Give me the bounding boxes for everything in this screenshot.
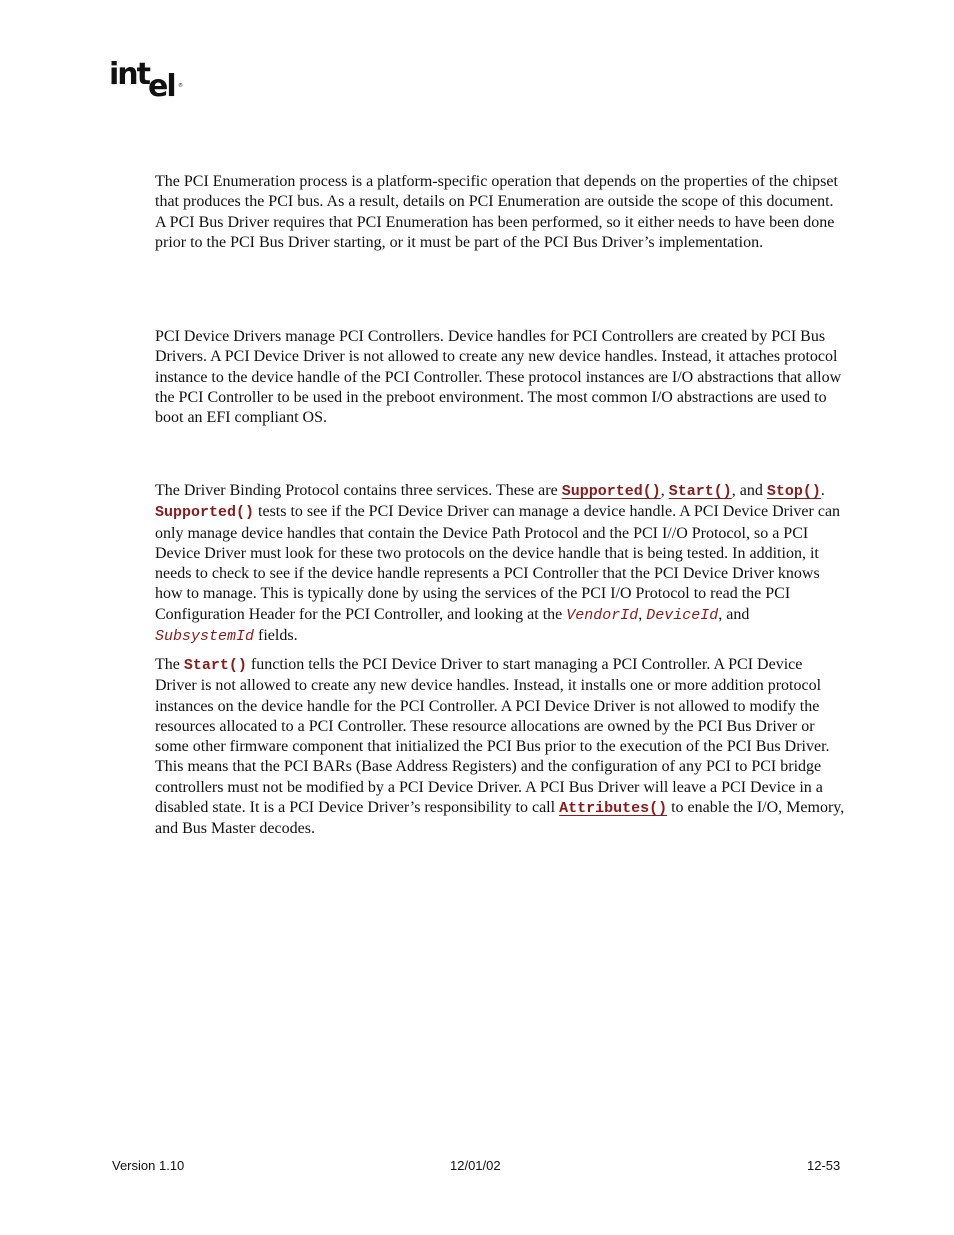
text-run: , [660, 482, 669, 499]
supported-link[interactable]: Supported() [561, 483, 661, 500]
paragraph-pci-enumeration: The PCI Enumeration process is a platform-specific operation that depends on the properties of the chipset that produces the PCI bus. As a result, details on PCI Enumeration are outside the scope of this document. A PCI Bus Driver requires that PCI Enumeration has been performed, so it either needs to have been done prior to the PCI Bus Driver starting, or it must be part of the PCI Bus Driver’s implementation. [155, 173, 838, 251]
text-run: . [820, 482, 825, 499]
deviceid-field: DeviceId [646, 606, 719, 624]
text-run: , [638, 605, 647, 623]
footer-date: 12/01/02 [450, 1158, 501, 1173]
paragraph-pci-device-drivers: PCI Device Drivers manage PCI Controllers. Device handles for PCI Controllers are created by PCI Bus Drivers. A PCI Device Driver is not allowed to create any new device handles. Instead, it attaches protocol instance to the device handle of the PCI Controller. These protocol instances are I/O abstractions that allow the PCI Controller to be used in the preboot environment. The most common I/O abstractions are used to boot an EFI compliant OS. [155, 328, 842, 427]
vendorid-field: VendorId [566, 606, 639, 624]
stop-link[interactable]: Stop() [766, 483, 821, 500]
text-run: tests to see if the PCI Device Driver can manage a device handle. A PCI Device Driver can only manage device handles that contain the Device Path Protocol and the PCI I//O Protocol, so a PCI Device Driver must look for these two protocols on the device handle that is being tested. In addition, it needs to check to see if the device handle represents a PCI Controller that the PCI Device Driver knows how to manage. This is typically done by using the services of the PCI I/O Protocol to read the PCI Configuration Header for the PCI Controller, and looking at the [155, 503, 841, 623]
subsystemid-field: SubsystemId [155, 628, 255, 646]
text-run: , and [731, 482, 767, 499]
start-link[interactable]: Start() [668, 483, 732, 500]
paragraph-driver-binding [155, 481, 845, 647]
start-code: Start() [183, 657, 247, 674]
text-run: The [155, 656, 184, 673]
logo-registered-mark: ® [178, 83, 183, 89]
paragraph-start-function [155, 655, 845, 840]
intel-logo [109, 58, 185, 104]
supported-code: Supported() [155, 504, 255, 522]
footer-version: Version 1.10 [112, 1158, 185, 1173]
text-run: The Driver Binding Protocol contains three services. These are [155, 482, 562, 499]
text-run: to enable the I/O, Memory, and Bus Master decodes. [155, 799, 845, 838]
text-run: function tells the PCI Device Driver to start managing a PCI Controller. A PCI Device Driver is not allowed to create any new device handles. Instead, it installs one or more addition protocol instances on the device handle for the PCI Controller. A PCI Device Driver is not allowed to modify the resources allocated to a PCI Controller. These resource allocations are owned by the PCI Bus Driver or some other firmware component that initialized the PCI Bus prior to the execution of the PCI Bus Driver. This means that the PCI BARs (Base Address Registers) and the configuration of any PCI to PCI bridge controllers must not be modified by a PCI Device Driver. A PCI Bus Driver will leave a PCI Device in a disabled state. It is a PCI Device Driver’s responsibility to call [155, 656, 830, 817]
logo-text-int: int [109, 57, 149, 92]
text-run: , and [718, 605, 750, 623]
footer-page-number: 12-53 [807, 1158, 841, 1173]
text-run: fields. [254, 627, 298, 645]
logo-text-el: el [148, 69, 175, 104]
attributes-link[interactable]: Attributes() [559, 800, 668, 818]
